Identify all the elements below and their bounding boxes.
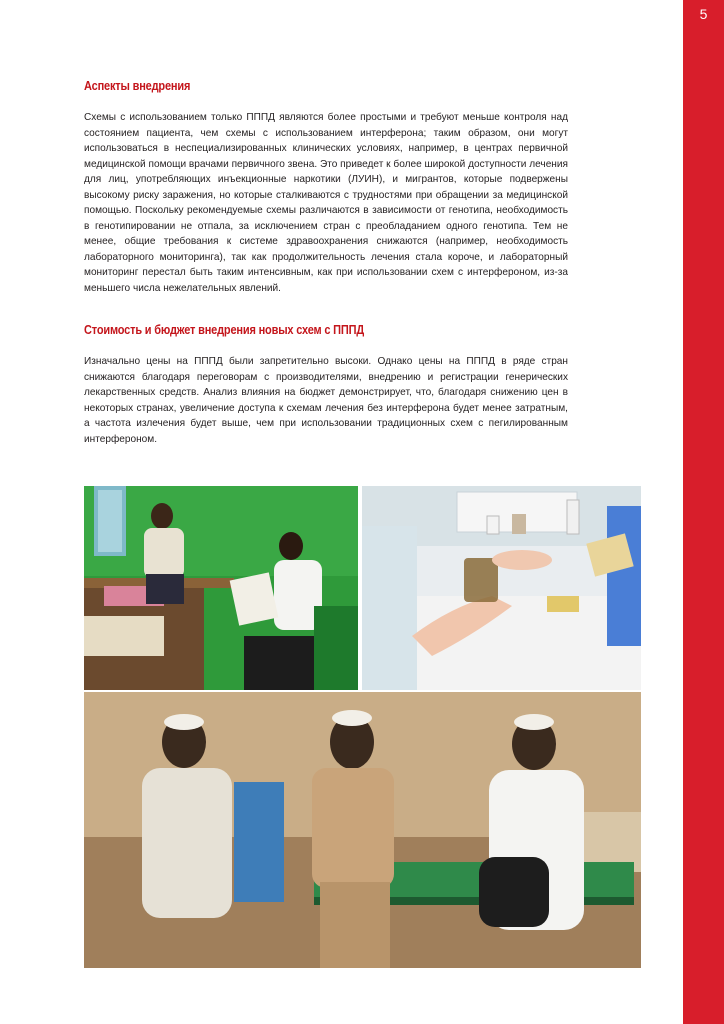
- section-text-cost-budget: Изначально цены на ПППД были запретительно высоки. Однако цены на ПППД в ряде стран снижаются благодаря переговорам с производителями, внедрению и регистрации генерических лекарственных средств. Анализ влияния на бюджет демонстрирует, что, благодаря снижению цен в некоторых странах, увеличение доступа к схемам лечения без интерферона будет менее затратным, а частота излечения будет выше, чем при использовании традиционных схем с пегилированным интерфероном.: [84, 356, 568, 445]
- page-number: 5: [699, 6, 708, 22]
- section-title-implementation: Аспекты внедрения: [84, 79, 191, 93]
- photo-patients-seated: [84, 692, 641, 968]
- photo-clinic-consultation: [84, 486, 358, 690]
- section-text-implementation: Схемы с использованием только ПППД являются более простыми и требуют меньше контроля над состоянием пациента, чем схемы с использованием интерферона; таким образом, они могут использоваться в неспециализированных клинических условиях, например, в центрах первичной медицинской помощи врачами первичного звена. Это приведет к более широкой доступности лечения для лиц, употребляющих инъекционные наркотики (ЛУИН), и мигрантов, которые подвержены высокому риску заражения, но которые сталкиваются с трудностями при обращении за медицинской помощью. Поскольку рекомендуемые схемы различаются в зависимости от генотипа, необходимость в генотипировании не отпала, за исключением стран с преобладанием одного генотипа. Тем не менее, общие требования к системе здравоохранения снижаются (например, необходимость лабораторного мониторинга), так как продолжительность лечения стала короче, и лабораторный мониторинг перестал быть таким интенсивным, как при использовании схем с интерфероном, из-за меньшего числа нежелательных явлений.: [84, 112, 568, 294]
- red-side-bar: [683, 0, 724, 1024]
- photo-medication-pills: [362, 486, 641, 690]
- section-title-cost-budget: Стоимость и бюджет внедрения новых схем с ПППД: [84, 323, 365, 337]
